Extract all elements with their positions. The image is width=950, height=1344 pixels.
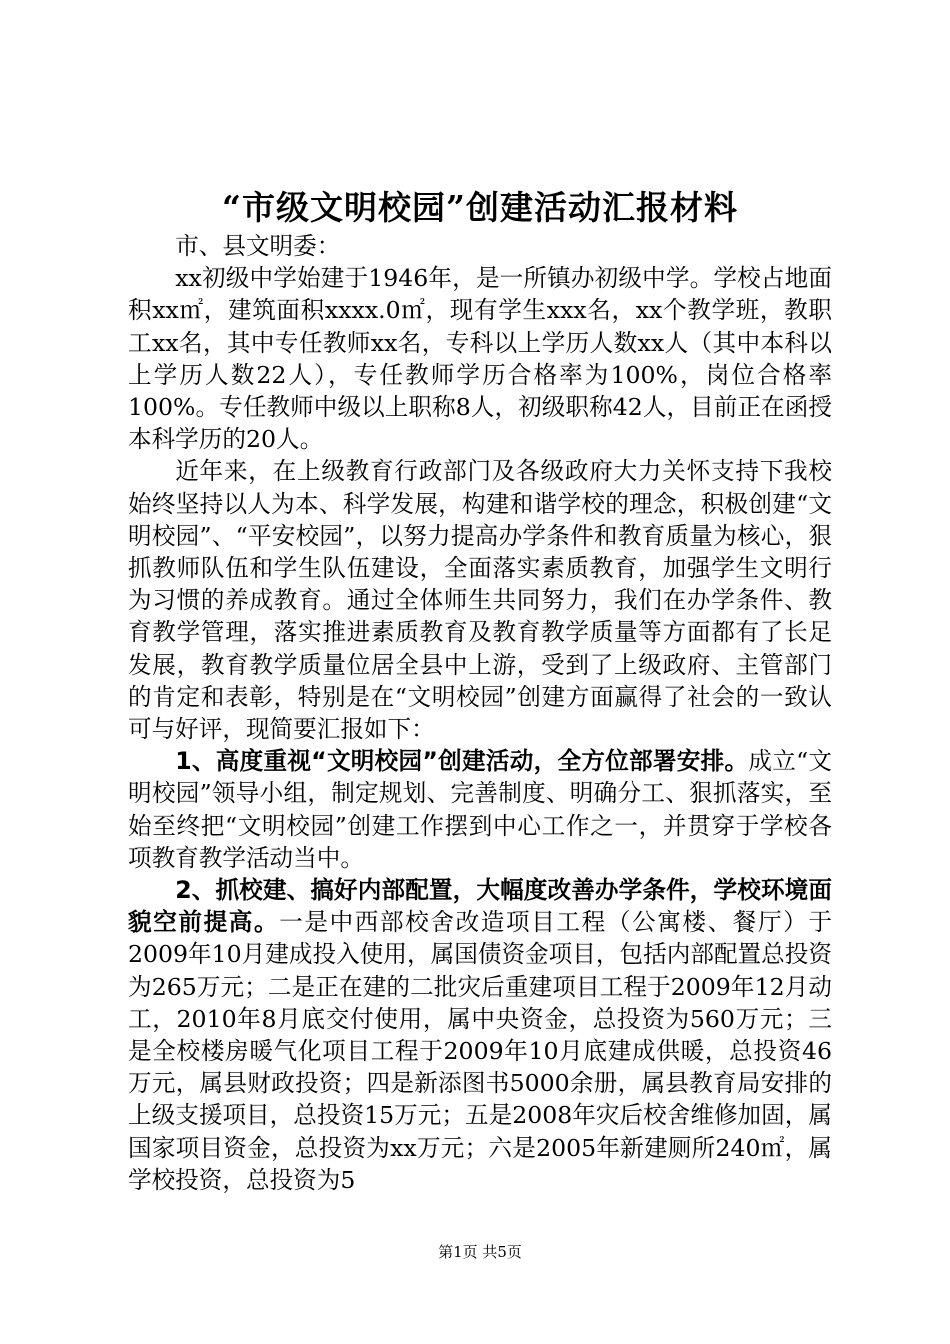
- section-heading: 2、抓校建、搞好内部配置，大幅度改善办学条件，学校环境面貌空前提高。: [128, 876, 832, 937]
- paragraph-overview: [128, 455, 832, 745]
- paragraph-text: xx初级中学始建于1946年，是一所镇办初级中学。学校占地面积xx㎡，建筑面积xxxx.0㎡，现有学生xxx名，xx个教学班，教职工xx名，其中专任教师xx名，专科以上学历人数xx人（其中本科以上学历人数22人），专任教师学历合格率为100%，岗位合格率100%。专任教师中级以上职称8人，初级职称42人，目前正在函授本科学历的20人。: [128, 264, 832, 454]
- document-body: [128, 230, 832, 1196]
- paragraph-text: 近年来，在上级教育行政部门及各级政府大力关怀支持下我校始终坚持以人为本、科学发展，构建和谐学校的理念，积极创建“文明校园”、“平安校园”，以努力提高办学条件和教育质量为核心，狠抓教师队伍和学生队伍建设，全面落实素质教育，加强学生文明行为习惯的养成教育。通过全体师生共同努力，我们在办学条件、教育教学管理，落实推进素质教育及教育教学质量等方面都有了长足发展，教育教学质量位居全县中上游，受到了上级政府、主管部门的肯定和表彰，特别是在“文明校园”创建方面赢得了社会的一致认可与好评，现简要汇报如下：: [128, 457, 832, 744]
- document-page: [128, 0, 832, 1344]
- paragraph-text: 一是中西部校舍改造项目工程（公寓楼、餐厅）于2009年10月建成投入使用，属国债资金项目，包括内部配置总投资为265万元；二是正在建的二批灾后重建项目工程于2009年12月动工，2010年8月底交付使用，属中央资金，总投资为560万元；三是全校楼房暖气化项目工程于2009年10月底建成供暖，总投资46万元，属县财政投资；四是新添图书5000余册，属县教育局安排的上级支援项目，总投资15万元；五是2008年灾后校舍维修加固，属国家项目资金，总投资为xx万元；六是2005年新建厕所240㎡，属学校投资，总投资为5: [128, 908, 832, 1194]
- section-heading: 1、高度重视“文明校园”创建活动，全方位部署安排。: [175, 747, 749, 776]
- paragraph-section-2: [128, 874, 832, 1196]
- paragraph-section-1: [128, 745, 832, 874]
- document-title: “市级文明校园”创建活动汇报材料: [222, 188, 738, 227]
- paragraph-text: 成立“文明校园”领导小组，制定规划、完善制度、明确分工、狠抓落实，至始至终把“文明校园”创建工作摆到中心工作之一，并贯穿于学校各项教育教学活动当中。: [128, 747, 833, 872]
- salutation: 市、县文明委：: [175, 232, 341, 260]
- paragraph-intro: [128, 262, 832, 455]
- page-footer: 第1页 共5页: [438, 1243, 522, 1261]
